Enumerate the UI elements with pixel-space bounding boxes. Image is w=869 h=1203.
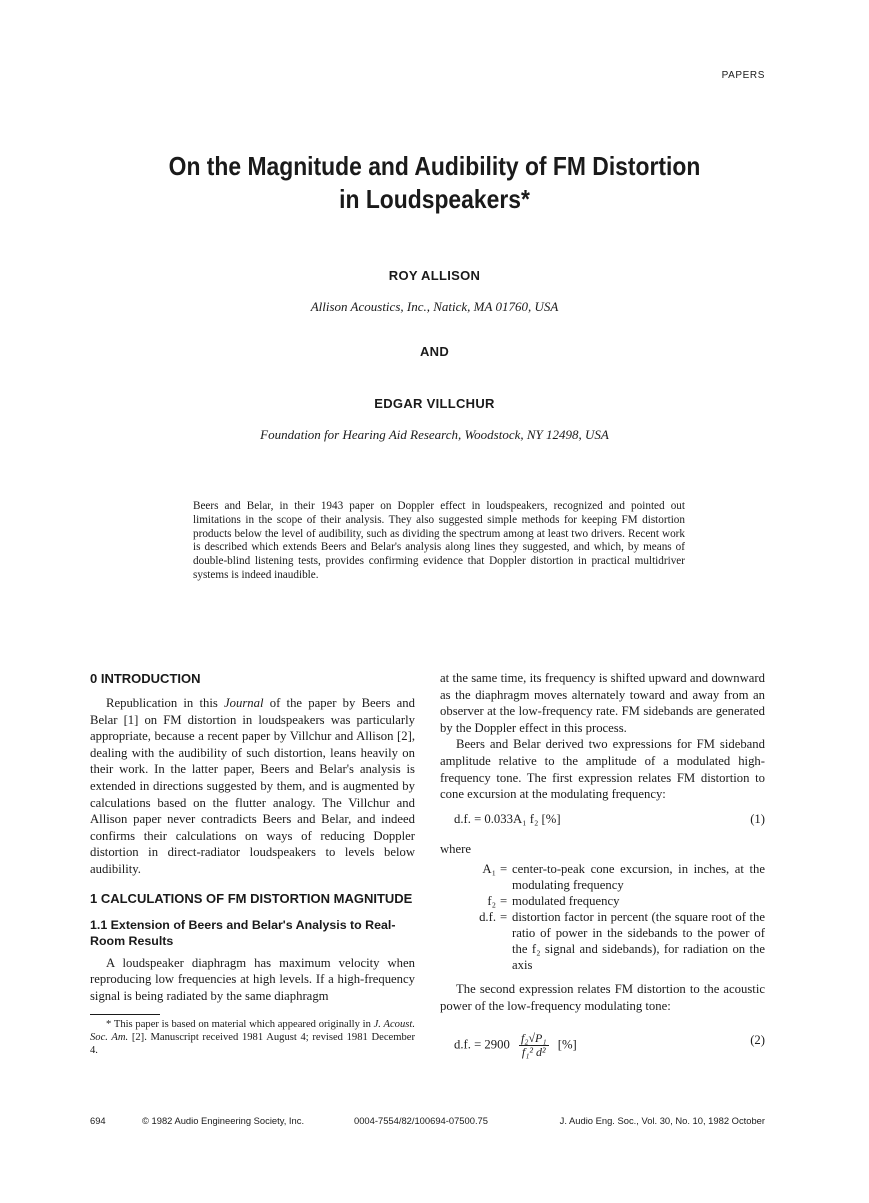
paper-title: [52, 150, 817, 216]
author-2-affiliation: Foundation for Hearing Aid Research, Woodstock, NY 12498, USA: [260, 427, 609, 442]
journal-name: Journal: [224, 696, 264, 710]
definition-row: A₁ = center-to-peak cone excursion, in inches, at the modulating frequency: [482, 862, 765, 893]
equation-2-body: d.f. = 2900 $\frac{\text{f₂√P₁}}{\text{f₁² d²}}$ [%]: [454, 1030, 577, 1059]
equation-2-fraction: $\frac{\text{f₂√P₁}}{\text{f₁² d²}}$: [520, 1030, 547, 1059]
definitions-list: [440, 861, 765, 973]
equation-1-body: d.f. = 0.033A₁ f₂ [%]: [454, 811, 561, 826]
title-line-2: in Loudspeakers*: [339, 184, 530, 214]
where-label: where: [440, 841, 471, 856]
article-code: 0004-7554/82/100694-07500.75: [354, 1115, 488, 1126]
equation-2-number: (2): [750, 1032, 765, 1047]
intro-heading: 0 INTRODUCTION: [90, 671, 201, 686]
footnote-rule: [90, 1014, 160, 1015]
left-column: [90, 670, 415, 1057]
author-1-name: ROY ALLISON: [388, 268, 481, 283]
right-paragraph-1: at the same time, its frequency is shifted upward and downward as the diaphragm moves alternately toward and away from an observer at the low-frequency rate. FM sidebands are generated by the Doppler effect in this process.: [440, 671, 765, 735]
author-1-affiliation: Allison Acoustics, Inc., Natick, MA 01760, USA: [310, 299, 559, 314]
definition-row: d.f. = distortion factor in percent (the square root of the ratio of power in the sidebands to the power of the f₂ signal and sidebands), for radiation on the axis: [479, 910, 765, 973]
equation-2: [440, 1023, 765, 1057]
right-paragraph-3: The second expression relates FM distortion to the acoustic power of the low-frequency modulating tone:: [440, 982, 765, 1013]
right-column: [440, 670, 765, 1065]
section-1-1-paragraph: A loudspeaker diaphragm has maximum velocity when reproducing low frequencies at high levels. If a high-frequency signal is being radiated by the same diaphragm: [90, 955, 415, 1003]
title-line-1: On the Magnitude and Audibility of FM Distortion: [168, 151, 701, 181]
copyright: © 1982 Audio Engineering Society, Inc.: [142, 1115, 305, 1126]
page-number: 694: [90, 1115, 106, 1126]
section-1-heading: 1 CALCULATIONS OF FM DISTORTION MAGNITUDE: [90, 890, 413, 906]
right-paragraph-2: Beers and Belar derived two expressions for FM sideband amplitude relative to the amplitude of a modulated high-frequency tone. The first expression relates FM distortion to cone excursion at the modulating frequency:: [440, 737, 765, 802]
equation-1: [440, 811, 765, 833]
section-1-1-heading: 1.1 Extension of Beers and Belar's Analysis to Real-Room Results: [90, 917, 396, 948]
footnote: * This paper is based on material which appeared originally in J. Acoust. Soc. Am. [2]. Manuscript received 1981 August 4; revised 1981 December 4.: [90, 1019, 415, 1056]
journal-citation: J. Audio Eng. Soc., Vol. 30, No. 10, 1982 October: [559, 1115, 765, 1126]
author-2-name: EDGAR VILLCHUR: [374, 396, 495, 411]
and-separator: AND: [419, 344, 450, 359]
abstract: Beers and Belar, in their 1943 paper on Doppler effect in loudspeakers, recognized and pointed out limitations in the scope of their analysis. They also suggested simple methods for keeping FM distortion products below the level of audibility, such as dividing the spectrum among at least two drivers. Recent work is described which extends Beers and Belar's analysis along lines they suggested, and which, by means of double-blind listening tests, provides confirming evidence that Doppler distortion in practical multidriver systems is indeed inaudible.: [193, 500, 685, 581]
section-kicker: PAPERS: [721, 70, 765, 81]
equation-1-number: (1): [750, 811, 765, 826]
definition-row: f₂ = modulated frequency: [487, 894, 620, 909]
intro-paragraph: Republication in this Journal of the paper by Beers and Belar [1] on FM distortion in loudspeakers was particularly appropriate, because a recent paper by Villchur and Allison [2], dealing with the audibility of such distortion, leans heavily on their work. In the latter paper, Beers and Belar's analysis is extended in directions suggested by them, and is augmented by calculations based on the flutter analogy. The Villchur and Allison paper never contradicts Beers and Belar, and indeed confirms their calculations on ways of reducing Doppler distortion in direct-radiator loudspeakers to levels below audibility.: [90, 696, 415, 876]
